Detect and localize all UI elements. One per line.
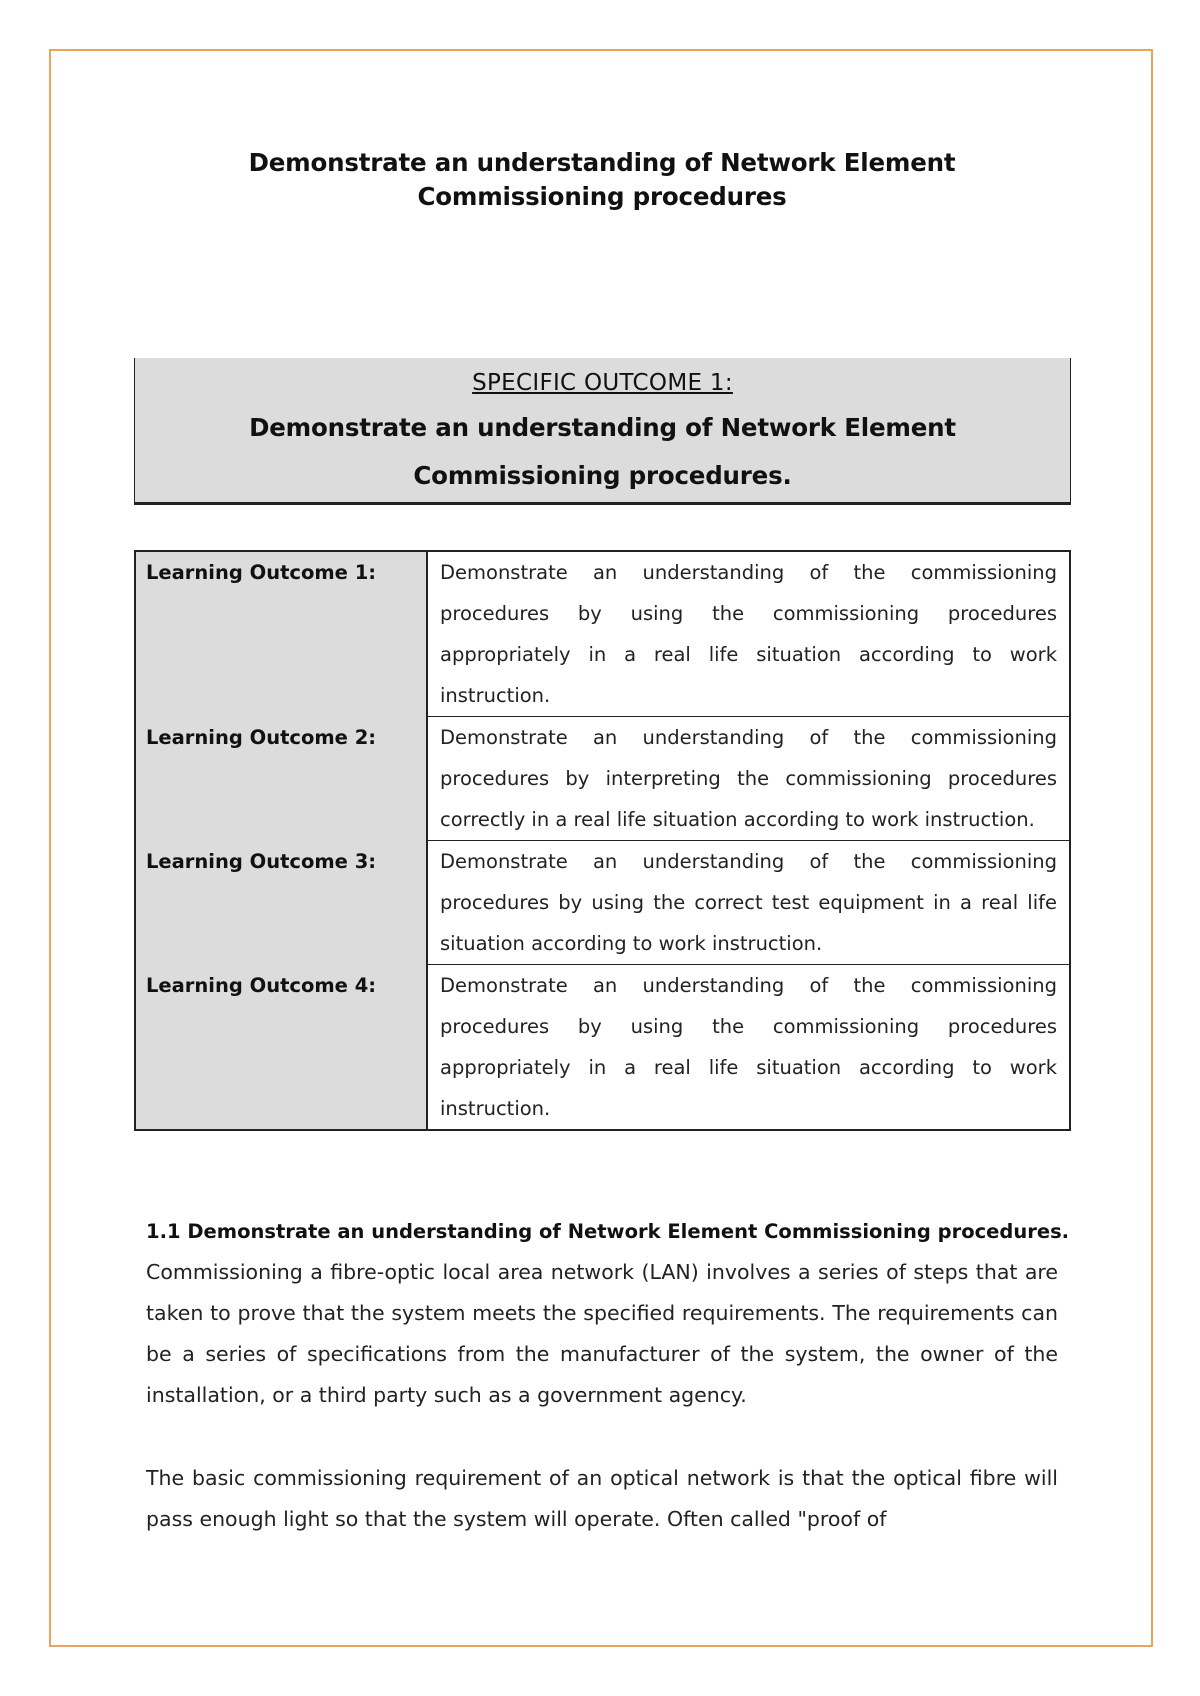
learning-outcome-label: Learning Outcome 4: <box>135 965 427 1131</box>
learning-outcome-description: Demonstrate an understanding of the commissioning procedures by interpreting the commissioning procedures correctly in a real life situation according to work instruction. <box>427 717 1070 841</box>
body-paragraph: The basic commissioning requirement of an optical network is that the optical fibre will pass enough light so that the system will operate. Often called "proof of <box>146 1466 1058 1531</box>
table-row <box>135 965 1070 1131</box>
document-title: Demonstrate an understanding of Network Element Commissioning procedures <box>248 148 956 211</box>
learning-outcome-label: Learning Outcome 2: <box>135 717 427 841</box>
table-row <box>135 717 1070 841</box>
body-paragraph: Commissioning a fibre-optic local area network (LAN) involves a series of steps that are taken to prove that the system meets the specified requirements. The requirements can be a series of specifications from the manufacturer of the system, the owner of the installation, or a third party such as a government agency. <box>146 1260 1058 1407</box>
section-heading: 1.1 Demonstrate an understanding of Network Element Commissioning procedures. <box>146 1220 1070 1243</box>
table-row <box>135 841 1070 965</box>
learning-outcomes-table <box>134 550 1071 1131</box>
learning-outcome-label: Learning Outcome 1: <box>135 551 427 717</box>
specific-outcome-heading: SPECIFIC OUTCOME 1: <box>472 370 733 396</box>
table-row <box>135 551 1070 717</box>
learning-outcome-label: Learning Outcome 3: <box>135 841 427 965</box>
learning-outcome-description: Demonstrate an understanding of the commissioning procedures by using the commissioning procedures appropriately in a real life situation according to work instruction. <box>440 974 1057 1120</box>
specific-outcome-text: Demonstrate an understanding of Network Element Commissioning procedures. <box>249 413 956 490</box>
learning-outcome-description: Demonstrate an understanding of the commissioning procedures by using the correct test equipment in a real life situation according to work instruction. <box>427 841 1070 965</box>
learning-outcome-description: Demonstrate an understanding of the commissioning procedures by using the commissioning procedures appropriately in a real life situation according to work instruction. <box>427 551 1070 717</box>
specific-outcome-box <box>134 358 1071 505</box>
